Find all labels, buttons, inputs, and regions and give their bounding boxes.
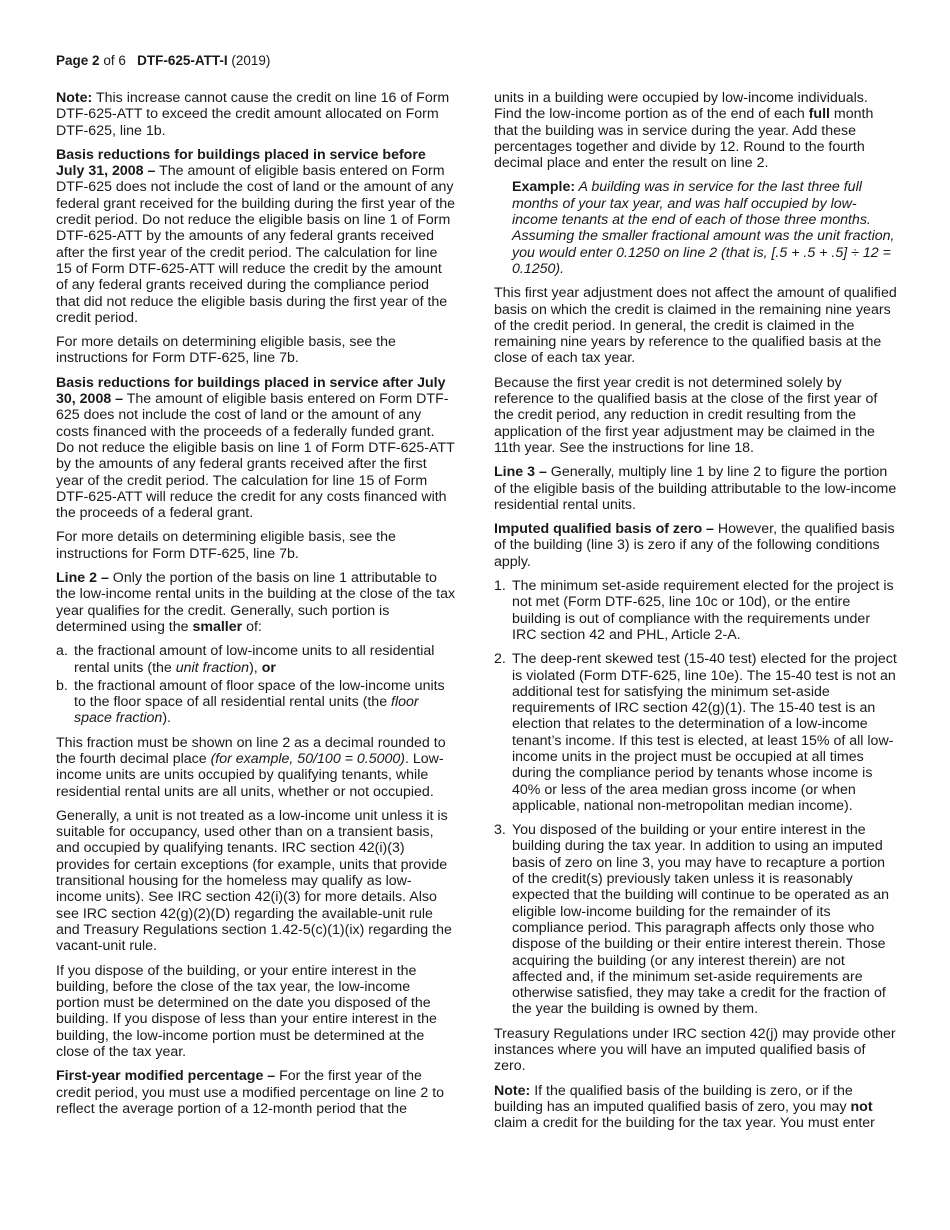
basis-before-paragraph: Basis reductions for buildings placed in service before July 31, 2008 – The amount of eligible basis entered on Form DTF-625 does not include the cost of land or the amount of any federal grant received for the building during the first year of the credit period. Do not reduce the eligible basis on line 1 of Form DTF-625-ATT by the amounts of any federal grants received after the first year of the credit period. The calculation for line 15 of Form DTF-625-ATT will reduce the credit by the amount of any federal grants received during the compliance period that did not reduce the eligible basis during the first year of the credit period. — [56, 146, 456, 326]
basis-after-paragraph: Basis reductions for buildings placed in service after July 30, 2008 – The amount of eligible basis entered on Form DTF-625 does not include the cost of land or the amount of any costs financed with the proceeds of a federally funded grant. Do not reduce the eligible basis on line 1 of Form DTF-625-ATT by the amounts of any federal grants received after the first year of the credit period. The calculation for line 15 of Form DTF-625-ATT will reduce the credit for any costs financed with the proceeds of a federal grant. — [56, 374, 455, 522]
because-paragraph: Because the first year credit is not determined solely by reference to the qualified basis at the close of the first year of the credit period, any reduction in credit resulting from the application of the first year adjustment may be claimed in the 11th year. See the instructions for line 18. — [494, 374, 878, 456]
details-paragraph-2: For more details on determining eligible basis, see the instructions for Form DTF-625, line 7b. — [56, 529, 396, 562]
generally-paragraph: Generally, a unit is not treated as a low-income unit unless it is suitable for occupancy, used other than on a transient basis, and occupied by qualifying tenants. IRC section 42(i)(3) provides for certain exceptions (for example, units that provide transitional housing for the homeless may qualify as low-income units). See IRC section 42(i)(3) for more details. Also see IRC section 42(g)(2)(D) regarding the available-unit rule and Treasury Regulations section 1.42-5(c)(1)(ix) regarding the vacant-unit rule. — [56, 807, 452, 955]
list-item-2: 2. The deep-rent skewed test (15-40 test) elected for the project is violated (Form DTF-625, line 10e). The 15-40 test is not an additional test for satisfying the minimum set-aside requirements of IRC section 42(g)(1). The 15-40 test is an election that relates to the determination of a low-income tenant’s income. If this test is elected, at least 15% of all low-income units in the project must be occupied at all times during the compliance period by tenants whose income is 40% or less of the area median gross income (or when applicable, national non-metropolitan median income). — [494, 651, 897, 814]
adjustment-paragraph: This first year adjustment does not affect the amount of qualified basis on which the credit is claimed in the remaining nine years of the credit period. In general, the credit is claimed in the remaining nine years by reference to the qualified basis at the close of each tax year. — [494, 285, 897, 367]
page-label: Page — [56, 53, 89, 68]
right-column — [494, 90, 898, 1140]
line3-paragraph: Line 3 – Generally, multiply line 1 by line 2 to figure the portion of the eligible basis of the building attributable to the low-income residential rental units. — [494, 464, 897, 513]
list-item-1: 1. The minimum set-aside requirement elected for the project is not met (Form DTF-625, line 10c or 10d), or the entire building is out of compliance with the requirements under IRC section 42 and PHL, Article 2-A. — [494, 578, 894, 643]
first-year-paragraph: First-year modified percentage – For the first year of the credit period, you must use a modified percentage on line 2 to reflect the average portion of a 12-month period that the — [56, 1068, 445, 1117]
example-paragraph: Example: A building was in service for the last three full months of your tax year, and was half occupied by low-income tenants at the end of each of those three months. Assuming the smaller fractional amount was the unit fraction, you would enter 0.1250 on line 2 (that is, [.5 + .5 + .5] ÷ 12 = 0.1250). — [512, 179, 895, 277]
treasury-paragraph: Treasury Regulations under IRC section 42(j) may provide other instances where you will have an imputed qualified basis of zero. — [494, 1025, 896, 1075]
form-year: (2019) — [231, 53, 271, 68]
fraction-paragraph: This fraction must be shown on line 2 as a decimal rounded to the fourth decimal place (for example, 50/100 = 0.5000). Low-income units are units occupied by qualifying tenants, while residential rental units are all units, whether or not occupied. — [56, 734, 446, 800]
page-number: 2 — [92, 53, 100, 68]
page-header — [56, 53, 270, 68]
page-total: of 6 — [103, 53, 126, 68]
list-item-3: 3. You disposed of the building or your entire interest in the building during the tax year. In addition to using an imputed basis of zero on line 3, you may have to recapture a portion of the credit(s) previously taken unless it is reasonably expected that the building will continue to be operated as an eligible low-income building for the remainder of its compliance period. This paragraph affects only those who dispose of the building or their entire interest therein. Those acquiring the building (or any interest therein) are not affected and, if the minimum set-aside requirements are otherwise satisfied, they may take a credit for the fraction of the year the building is owned by them. — [494, 822, 890, 1018]
line2-paragraph: Line 2 – Only the portion of the basis on line 1 attributable to the low-income rental units in the building at the close of the tax year qualifies for the credit. Generally, such portion is determined using the smaller of: — [56, 570, 456, 635]
imputed-paragraph: Imputed qualified basis of zero – However, the qualified basis of the building (line 3) is zero if any of the following conditions apply. — [494, 521, 895, 570]
list-item-b: b. the fractional amount of floor space of the low-income units to the floor space of all residential rental units (the floor space fraction). — [56, 677, 445, 727]
details-paragraph-1: For more details on determining eligible basis, see the instructions for Form DTF-625, line 7b. — [56, 334, 396, 367]
list-item-a: a. the fractional amount of low-income units to all residential rental units (the unit fraction), or — [56, 643, 435, 676]
left-column — [56, 90, 456, 1125]
note2-paragraph: Note: If the qualified basis of the building is zero, or if the building has an imputed qualified basis of zero, you may not claim a credit for the building for the tax year. You must enter — [494, 1082, 875, 1132]
note-paragraph: Note: This increase cannot cause the credit on line 16 of Form DTF-625-ATT to exceed the credit amount allocated on Form DTF-625, line 1b. — [56, 90, 450, 139]
form-id: DTF-625-ATT-I — [137, 53, 228, 68]
dispose-paragraph: If you dispose of the building, or your entire interest in the building, before the close of the tax year, the low-income portion must be determined on the date you disposed of the building. If you dispose of less than your entire interest in the building, the low-income portion must be determined at the close of the tax year. — [56, 962, 437, 1061]
continued-paragraph: units in a building were occupied by low-income individuals. Find the low-income portion as of the end of each full month that the building was in service during the year. Add these percentages together and divide by 12. Round to the fourth decimal place and enter the result on line 2. — [494, 90, 874, 172]
